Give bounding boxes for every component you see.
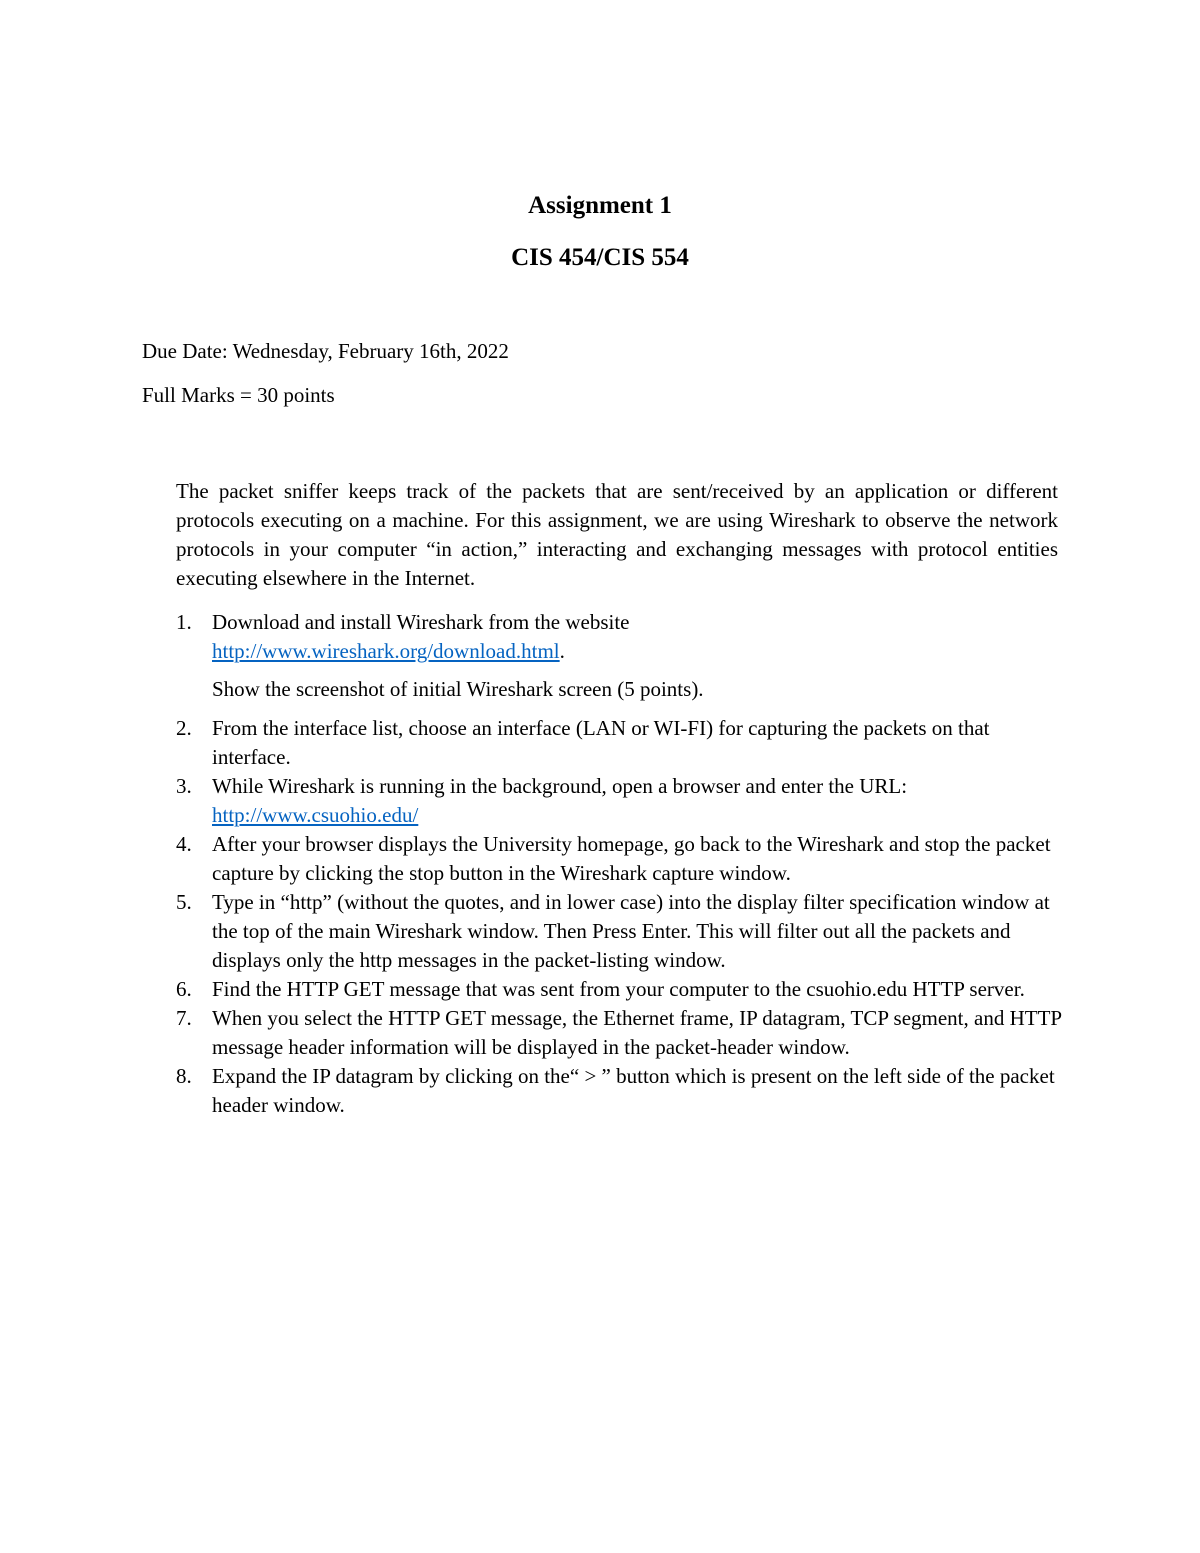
list-item-number: 2. <box>176 716 192 740</box>
list-item <box>176 608 1066 704</box>
list-item-number: 6. <box>176 977 192 1001</box>
list-item-text: Find the HTTP GET message that was sent from your computer to the csuohio.edu HTTP server. <box>212 977 1025 1001</box>
list-item <box>176 714 1066 772</box>
list-item <box>176 830 1066 888</box>
instruction-list <box>176 608 1066 1120</box>
list-item-text: From the interface list, choose an interface (LAN or WI-FI) for capturing the packets on that interface. <box>212 716 990 769</box>
list-item-text <box>212 608 1066 666</box>
list-item <box>176 888 1066 975</box>
list-item-number: 8. <box>176 1064 192 1088</box>
link-period: . <box>559 639 565 663</box>
wireshark-download-link[interactable]: http://www.wireshark.org/download.html <box>212 639 560 663</box>
list-item-number: 5. <box>176 890 192 914</box>
list-item-text: Type in “http” (without the quotes, and in lower case) into the display filter specification window at the top of the main Wireshark window. Then Press Enter. This will filter out all the packets and displays only the http messages in the packet-listing window. <box>212 890 1050 972</box>
list-item-label: Download and install Wireshark from the website <box>212 610 630 634</box>
list-item <box>176 1062 1066 1120</box>
list-item-text <box>212 772 1066 830</box>
course-code: CIS 454/CIS 554 <box>511 244 689 271</box>
list-item <box>176 1004 1066 1062</box>
list-item-note: Show the screenshot of initial Wireshark screen (5 points). <box>212 677 704 701</box>
list-item-number: 7. <box>176 1006 192 1030</box>
list-item-label: While Wireshark is running in the background, open a browser and enter the URL: <box>212 774 908 798</box>
list-item <box>176 975 1066 1004</box>
list-item-number: 1. <box>176 610 192 634</box>
full-marks: Full Marks = 30 points <box>142 383 335 407</box>
due-date: Due Date: Wednesday, February 16th, 2022 <box>142 339 509 363</box>
list-item-text: After your browser displays the University homepage, go back to the Wireshark and stop the packet capture by clicking the stop button in the Wireshark capture window. <box>212 832 1051 885</box>
intro-paragraph: The packet sniffer keeps track of the packets that are sent/received by an application or different protocols executing on a machine. For this assignment, we are using Wireshark to observe the network protocols in your computer “in action,” interacting and exchanging messages with protocol entities executing elsewhere in the Internet. <box>176 479 1058 590</box>
list-item-text: Expand the IP datagram by clicking on the“ > ” button which is present on the left side of the packet header window. <box>212 1064 1055 1117</box>
csuohio-link[interactable]: http://www.csuohio.edu/ <box>212 803 419 827</box>
list-item <box>176 772 1066 830</box>
list-item-number: 3. <box>176 774 192 798</box>
assignment-title: Assignment 1 <box>528 192 672 219</box>
list-item-text: When you select the HTTP GET message, the Ethernet frame, IP datagram, TCP segment, and HTTP message header information will be displayed in the packet-header window. <box>212 1006 1062 1059</box>
list-item-number: 4. <box>176 832 192 856</box>
